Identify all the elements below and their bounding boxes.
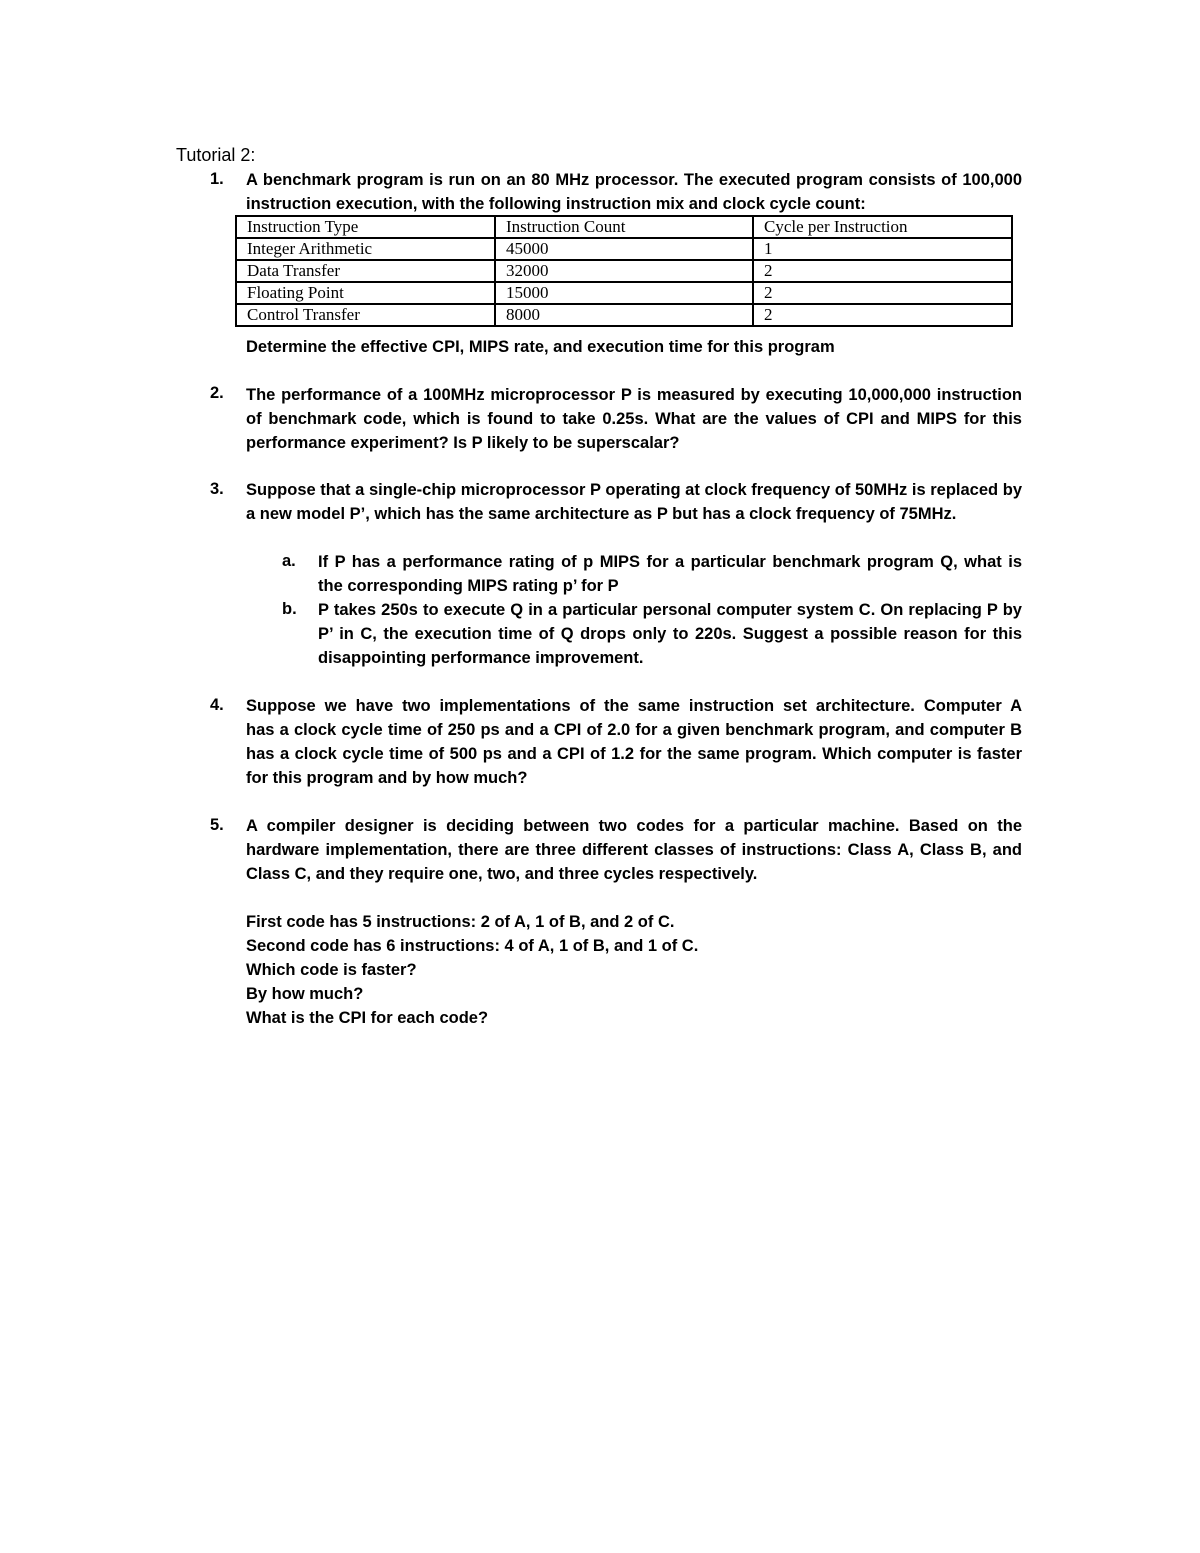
question-1-line-2: instruction execution, with the following instruction mix and clock cycle count: [246,195,866,213]
table-cell: Integer Arithmetic [236,238,495,260]
table-cell: 15000 [495,282,753,304]
table-cell: 1 [753,238,1012,260]
question-3a-line-1: If P has a performance rating of p MIPS for a particular benchmark program Q, what is [318,553,1022,571]
question-5-code-2: Second code has 6 instructions: 4 of A, 1 of B, and 1 of C. [246,937,699,955]
question-3-line-1: Suppose that a single-chip microprocessor P operating at clock frequency of 50MHz is replaced by [246,481,1022,499]
page-title: Tutorial 2: [176,145,256,165]
instruction-mix-table [235,215,1013,327]
table-cell: 8000 [495,304,753,326]
question-3b-line-1: P takes 250s to execute Q in a particular personal computer system C. On replacing P by [318,601,1022,619]
table-header-cell: Instruction Count [495,216,753,238]
question-4-line-1: Suppose we have two implementations of the same instruction set architecture. Computer A [246,697,1022,715]
question-3a-label: a. [282,552,296,570]
question-5-ask-2: By how much? [246,985,364,1003]
table-cell: Control Transfer [236,304,495,326]
question-3b-text [318,598,1022,670]
table-cell: Data Transfer [236,260,495,282]
question-3-number: 3. [210,480,224,498]
question-3a-text [318,550,1022,598]
table-cell: 2 [753,260,1012,282]
question-3b-line-3: disappointing performance improvement. [318,649,644,667]
table-header-cell: Instruction Type [236,216,495,238]
table-row [236,304,1012,326]
question-1-instruction [246,335,835,359]
question-3-text [246,478,1022,526]
question-1-after-text: Determine the effective CPI, MIPS rate, and execution time for this program [246,338,835,356]
table-cell: 2 [753,304,1012,326]
question-1-line-1: A benchmark program is run on an 80 MHz processor. The executed program consists of 100,000 [246,171,1022,189]
table-row [236,238,1012,260]
question-4-line-2: has a clock cycle time of 250 ps and a CPI of 2.0 for a given benchmark program, and computer B [246,721,1022,739]
table-cell: Floating Point [236,282,495,304]
question-5-number: 5. [210,816,224,834]
question-5-line-3: Class C, and they require one, two, and three cycles respectively. [246,865,758,883]
table-cell: 45000 [495,238,753,260]
question-3b-line-2: P’ in C, the execution time of Q drops only to 220s. Suggest a possible reason for this [318,625,1022,643]
table-header-cell: Cycle per Instruction [753,216,1012,238]
question-3b-label: b. [282,600,297,618]
table-header-row [236,216,1012,238]
table-row [236,282,1012,304]
question-4-text [246,694,1022,790]
question-2-number: 2. [210,384,224,402]
question-2-line-1: The performance of a 100MHz microprocessor P is measured by executing 10,000,000 instruction [246,386,1022,404]
question-5-ask-3: What is the CPI for each code? [246,1009,489,1027]
question-1-text [246,168,1022,216]
table-row [236,260,1012,282]
question-1-number: 1. [210,170,224,188]
question-5-line-2: hardware implementation, there are three different classes of instructions: Class A, Class B, and [246,841,1022,859]
question-5-ask-1: Which code is faster? [246,961,417,979]
question-2-line-2: of benchmark code, which is found to take 0.25s. What are the values of CPI and MIPS for this [246,410,1022,428]
question-3-line-2: a new model P’, which has the same architecture as P but has a clock frequency of 75MHz. [246,505,957,523]
question-5-text [246,814,1022,886]
question-2-line-3: performance experiment? Is P likely to be superscalar? [246,434,680,452]
question-4-line-3: has a clock cycle time of 500 ps and a CPI of 1.2 for the same program. Which computer is faster [246,745,1022,763]
question-4-number: 4. [210,696,224,714]
question-5-line-1: A compiler designer is deciding between two codes for a particular machine. Based on the [246,817,1022,835]
question-2-text [246,383,1022,455]
table-cell: 2 [753,282,1012,304]
question-3a-line-2: the corresponding MIPS rating p’ for P [318,577,619,595]
question-5-details [246,910,698,1030]
question-5-code-1: First code has 5 instructions: 2 of A, 1 of B, and 2 of C. [246,913,675,931]
table-cell: 32000 [495,260,753,282]
question-4-line-4: for this program and by how much? [246,769,528,787]
